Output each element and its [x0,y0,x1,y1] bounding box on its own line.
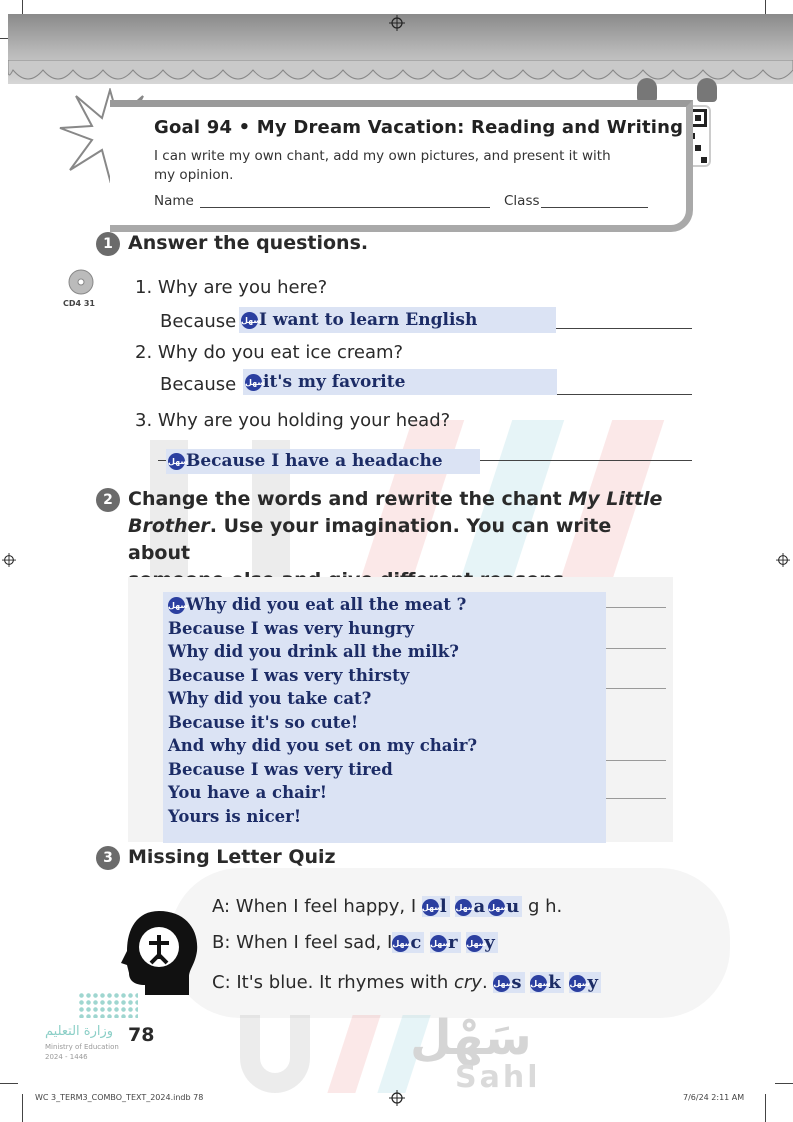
answer-1-text: I want to learn English [259,310,478,330]
letter-text: u [506,896,520,917]
goal-description: I can write my own chant, add my own pictures, and present it with my opinion. [154,148,611,183]
answer-line-3b [480,460,692,461]
quiz-c-letter-3[interactable] [569,972,600,993]
quiz-c-letter-2[interactable] [530,972,563,993]
answer-line-2 [557,394,692,395]
sahl-badge-icon: سهل [466,935,483,952]
quiz-line-b [212,932,498,953]
name-field[interactable] [200,207,490,208]
cd-icon[interactable] [67,268,95,296]
answer-3[interactable] [166,449,480,474]
writing-line [606,798,666,799]
sahl-badge-icon: سهل [569,975,586,992]
footer-date: 7/6/24 2:11 AM [683,1093,745,1102]
writing-line [606,648,666,649]
quiz-b-text: B: When I feel sad, I [212,932,393,953]
quiz-c-text: C: It's blue. It rhymes with [212,972,454,993]
class-field[interactable] [541,207,648,208]
sahl-watermark-english: Sahl [455,1060,541,1095]
head-silhouette-icon [115,907,203,997]
answer-line-3 [158,460,166,461]
sahl-badge-icon: سهل [392,935,409,952]
quiz-a-letter-2[interactable] [455,896,488,917]
name-label: Name [154,193,194,209]
registration-mark-icon [389,15,405,31]
crop-mark [775,1083,793,1084]
chant-line-text: Why did you eat all the meat ? [186,595,467,614]
quiz-c-letter-1[interactable] [493,972,524,993]
letter-text: c [410,932,422,953]
chant-line: Yours is nicer! [168,806,302,826]
question-2: 2. Why do you eat ice cream? [135,342,404,363]
crop-mark [765,1094,766,1122]
sahl-badge-icon: سهل [430,935,447,952]
letter-text: y [484,932,495,953]
chant-line: Because it's so cute! [168,712,359,732]
writing-line [606,688,666,689]
sahl-badge-icon: سهل [241,312,258,329]
sahl-badge-icon: سهل [168,597,185,614]
registration-mark-icon [2,553,16,567]
letter-text: y [587,972,598,993]
registration-mark-icon [776,553,790,567]
awning-scallops [8,60,793,90]
section-number-3: 3 [96,846,120,870]
chant-line: Because I was very hungry [168,618,415,638]
ministry-year: 2024 - 1446 [45,1053,88,1061]
ministry-name-arabic: وزارة التعليم [45,1024,114,1039]
sahl-badge-icon: سهل [530,975,547,992]
quiz-b-letter-2[interactable] [430,932,460,953]
quiz-a-end: g h. [527,896,563,917]
quiz-a-letter-3[interactable] [488,896,522,917]
chant-line: Because I was very tired [168,759,393,779]
letter-text: l [439,896,447,917]
ministry-logo-icon [78,992,138,1018]
answer-line-1 [556,328,692,329]
section-3-title: Missing Letter Quiz [128,846,336,868]
answer-2-text: it's my favorite [263,372,406,392]
section-1-title: Answer the questions. [128,232,369,254]
footer-file-name: WC 3_TERM3_COMBO_TEXT_2024.indb 78 [35,1093,204,1102]
sahl-badge-icon: سهل [168,453,185,470]
question-3: 3. Why are you holding your head? [135,410,451,431]
crop-mark [0,1083,18,1084]
chant-line [168,593,477,617]
quiz-b-letter-1[interactable] [392,932,424,953]
because-prefix-2: Because [160,374,237,395]
chant-line: Because I was very thirsty [168,665,410,685]
goal-title: Goal 94 • My Dream Vacation: Reading and Writing [154,117,684,138]
chant-text [168,593,477,828]
chant-line: You have a chair! [168,783,327,802]
sahl-badge-icon: سهل [455,899,472,916]
quiz-c-italic: cry [453,972,482,993]
section-2-title-italic-2: Brother [128,515,210,537]
question-1: 1. Why are you here? [135,277,328,298]
ministry-name-english: Ministry of Education [45,1043,119,1051]
letter-text: a [473,896,486,917]
section-2-title-italic: My Little [568,488,663,510]
quiz-a-letter-1[interactable] [422,896,450,917]
quiz-a-text: A: When I feel happy, I [212,896,417,917]
chant-line: Why did you take cat? [168,689,372,708]
sahl-badge-icon: سهل [488,899,505,916]
section-2-title-part1: Change the words and rewrite the chant [128,488,569,510]
quiz-line-c: C: It's blue. It rhymes with cry. سهلs سهلk سهلy [212,972,601,993]
section-number-1: 1 [96,232,120,256]
headphone-icon [697,78,717,102]
letter-text: r [448,932,458,953]
section-2-title-line2: . Use your imagination. You can write about [128,515,612,564]
chant-line: Why did you drink all the milk? [168,642,459,661]
headphone-icon [637,78,657,102]
letter-text: s [511,972,522,993]
section-number-2: 2 [96,488,120,512]
answer-3-text: Because I have a headache [186,451,443,471]
chant-line: And why did you set on my chair? [168,736,478,755]
crop-mark [22,1094,23,1122]
registration-mark-icon [389,1090,405,1106]
quiz-line-a [212,896,562,917]
page-number: 78 [128,1024,155,1046]
sahl-watermark-arabic: سَهْل [410,1010,532,1066]
answer-1[interactable] [239,307,556,333]
answer-2[interactable] [243,369,557,395]
class-label: Class [504,193,540,209]
writing-line [606,760,666,761]
sahl-badge-icon: سهل [422,899,439,916]
sahl-badge-icon: سهل [493,975,510,992]
writing-line [606,607,666,608]
quiz-b-letter-3[interactable] [466,932,497,953]
cd-track-label: CD4 31 [63,299,95,308]
sahl-badge-icon: سهل [245,374,262,391]
because-prefix-1: Because [160,311,237,332]
letter-text: k [548,972,561,993]
